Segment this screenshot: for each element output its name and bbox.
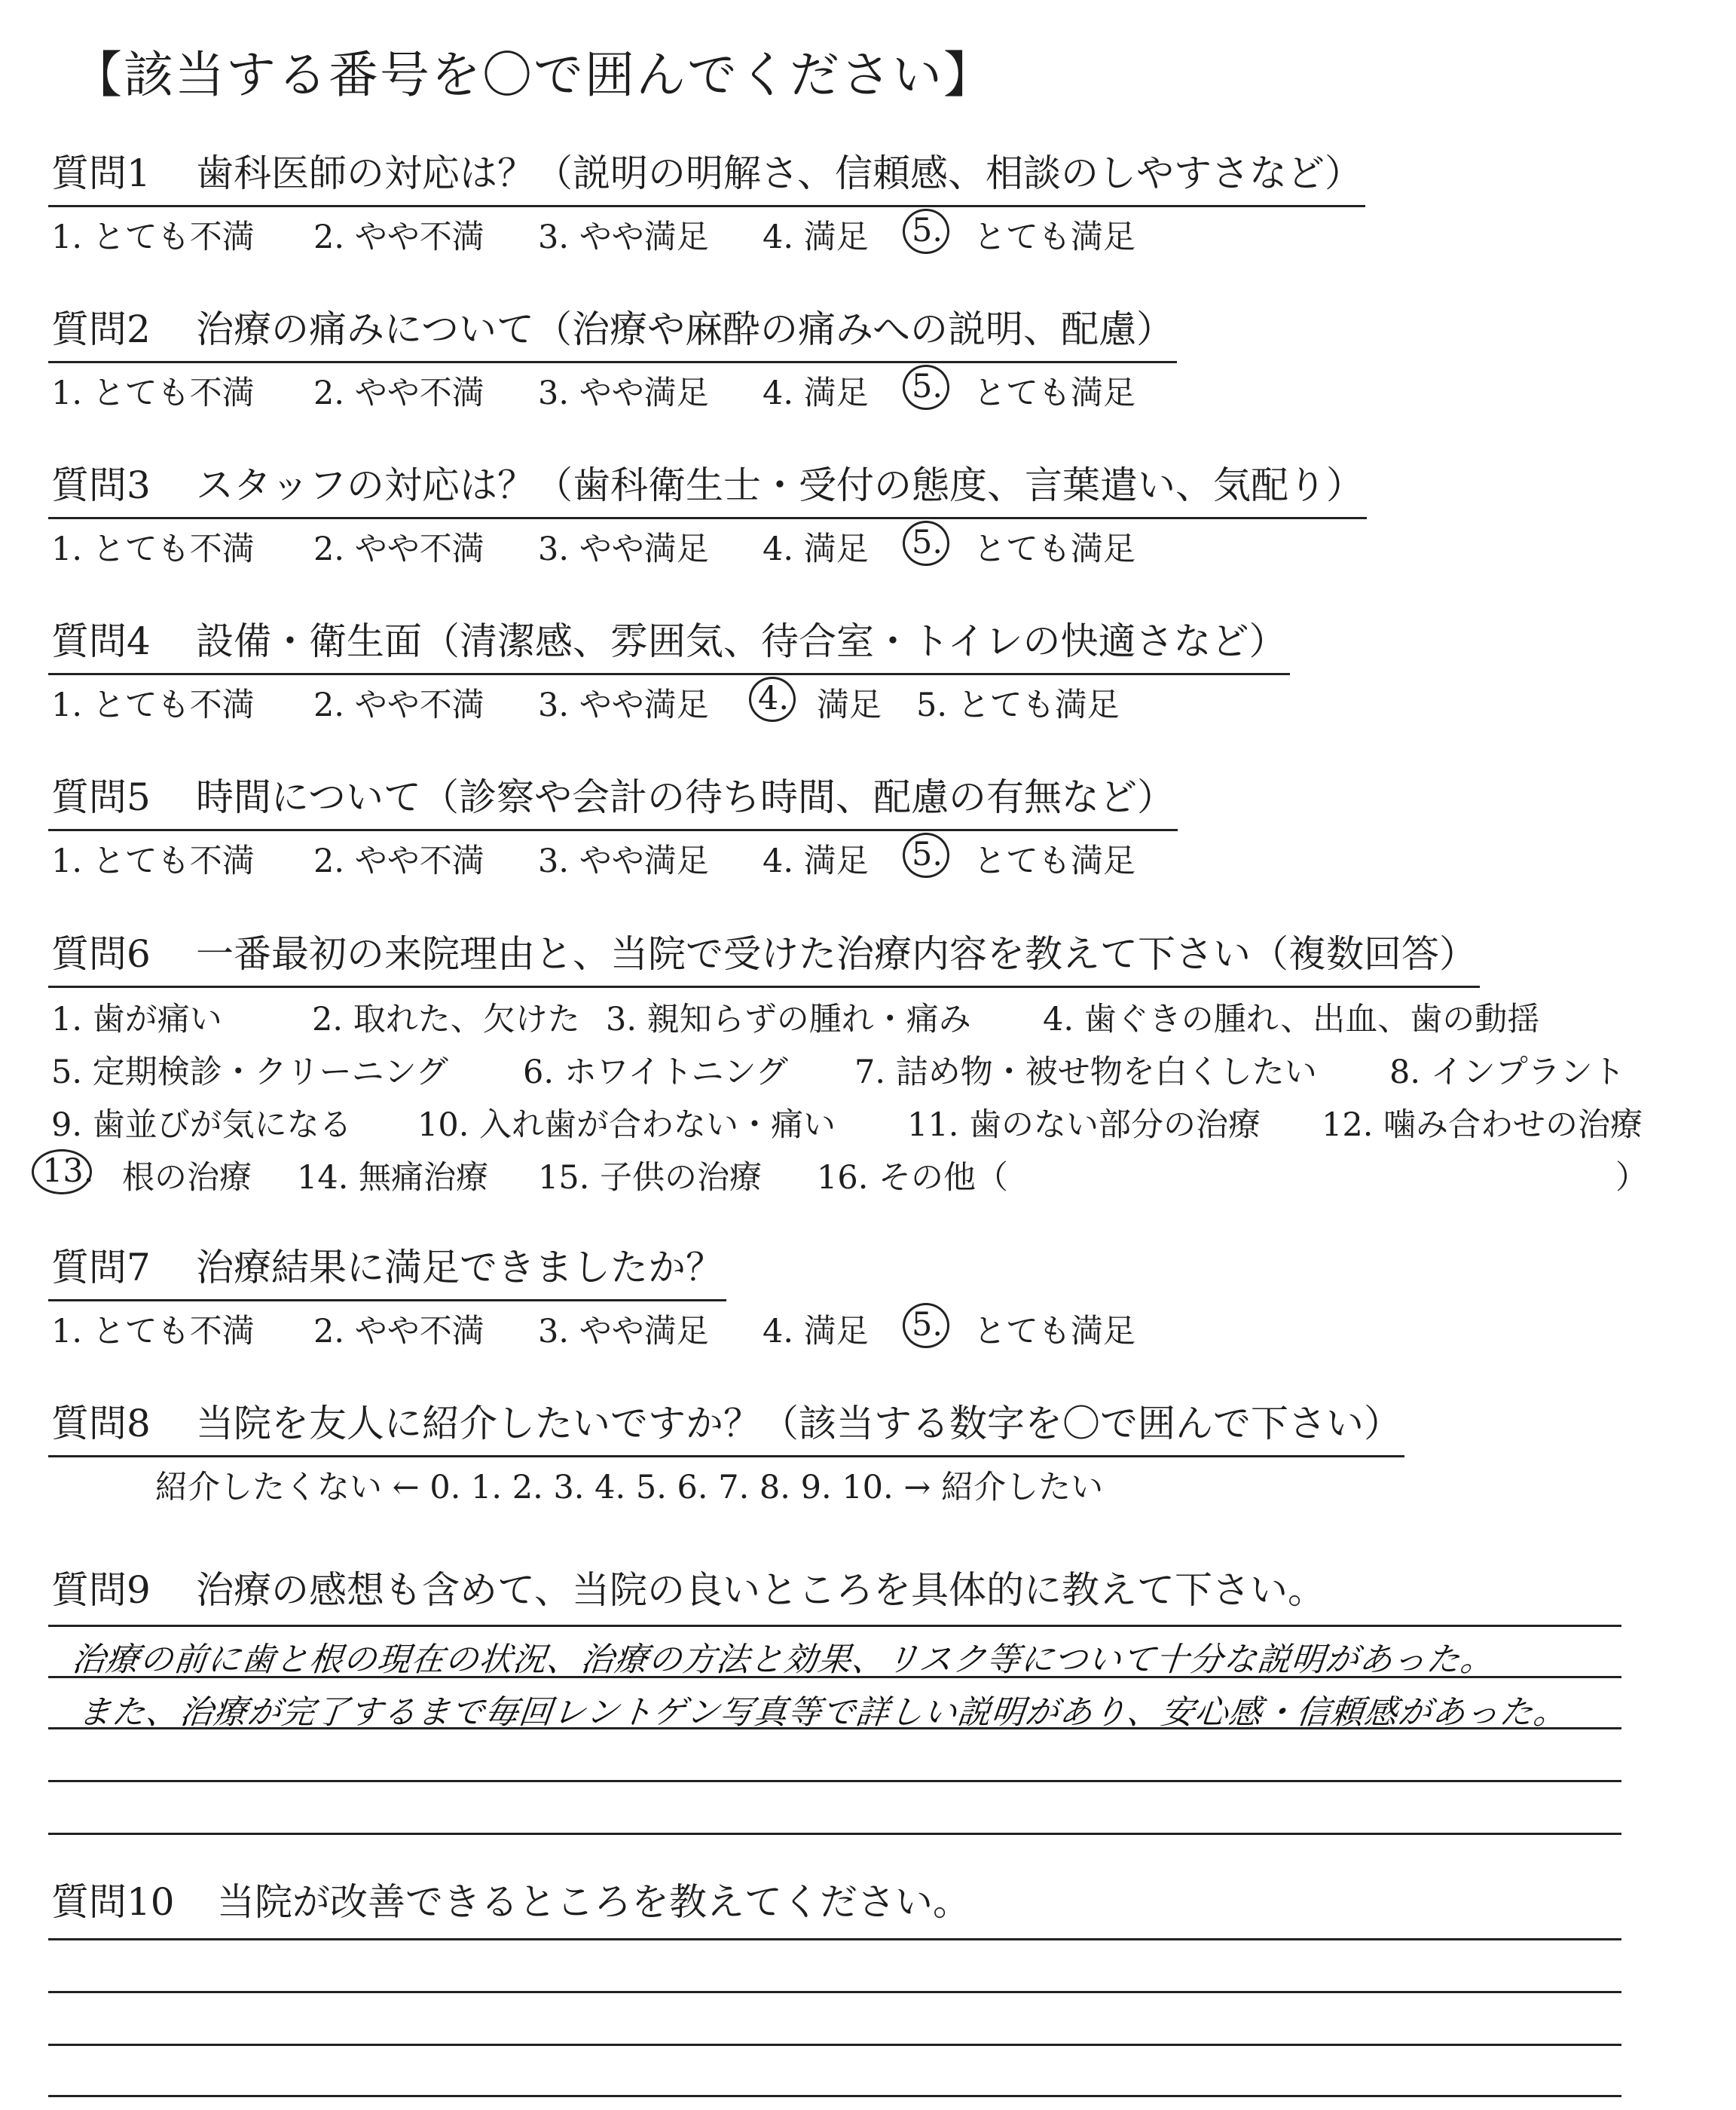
question-2 bbox=[48, 299, 1177, 413]
question-6 bbox=[42, 924, 1648, 1205]
option-2[interactable]: 2. やや不満 bbox=[313, 219, 484, 256]
choice-13-number[interactable]: 13. bbox=[42, 1152, 94, 1190]
option-5-label[interactable]: とても満足 bbox=[973, 1313, 1135, 1350]
choice-7[interactable]: 7. 詰め物・被せ物を白くしたい bbox=[854, 1053, 1317, 1091]
question-8-text: 当院を友人に紹介したいですか？（該当する数字を〇で囲んで下さい） bbox=[196, 1402, 1401, 1445]
option-5-label[interactable]: とても満足 bbox=[973, 531, 1135, 568]
question-2-text: 治療の痛みについて（治療や麻酔の痛みへの説明、配慮） bbox=[196, 307, 1174, 351]
choice-16[interactable]: 16. その他（ bbox=[817, 1159, 1009, 1197]
handwritten-answer-line-2[interactable]: また、治療が完了するまで毎回レントゲン写真等で詳しい説明があり、安心感・信頼感があった。 bbox=[75, 1693, 1569, 1732]
option-5[interactable]: 5. とても満足 bbox=[916, 687, 1120, 724]
option-4-number[interactable]: 4. bbox=[758, 680, 790, 717]
choice-10[interactable]: 10. 入れ歯が合わない・痛い bbox=[417, 1106, 836, 1144]
answer-line bbox=[48, 1833, 1621, 1835]
question-5-heading bbox=[48, 767, 1178, 831]
choice-12[interactable]: 12. 噛み合わせの治療 bbox=[1322, 1106, 1643, 1144]
handwritten-answer-line-1[interactable]: 治療の前に歯と根の現在の状況、治療の方法と効果、リスク等について十分な説明があった。 bbox=[69, 1641, 1497, 1679]
question-5-label: 質問5 bbox=[51, 775, 151, 819]
option-1[interactable]: 1. とても不満 bbox=[51, 842, 255, 880]
question-3-text: スタッフの対応は？（歯科衛生士・受付の態度、言葉遣い、気配り） bbox=[196, 463, 1364, 507]
option-1[interactable]: 1. とても不満 bbox=[51, 687, 255, 724]
question-10-text: 当院が改善できるところを教えてください。 bbox=[217, 1880, 970, 1924]
choice-16-close-paren: ） bbox=[1615, 1159, 1648, 1197]
question-4-label: 質問4 bbox=[51, 619, 151, 663]
question-2-label: 質問2 bbox=[51, 307, 151, 351]
choice-3[interactable]: 3. 親知らずの腫れ・痛み bbox=[606, 1001, 971, 1038]
option-4[interactable]: 4. 満足 bbox=[763, 375, 869, 412]
option-5-label[interactable]: とても満足 bbox=[973, 219, 1135, 256]
choice-5[interactable]: 5. 定期検診・クリーニング bbox=[51, 1053, 448, 1091]
question-9 bbox=[48, 1560, 1328, 1622]
option-2[interactable]: 2. やや不満 bbox=[313, 1313, 484, 1350]
option-3[interactable]: 3. やや満足 bbox=[538, 375, 709, 412]
choice-row-2 bbox=[48, 1047, 1625, 1099]
option-2[interactable]: 2. やや不満 bbox=[313, 687, 484, 724]
choice-8[interactable]: 8. インプラント bbox=[1389, 1053, 1625, 1091]
choice-2[interactable]: 2. 取れた、欠けた bbox=[312, 1001, 580, 1038]
option-5-label[interactable]: とても満足 bbox=[973, 375, 1135, 412]
option-1[interactable]: 1. とても不満 bbox=[51, 219, 255, 256]
option-4[interactable]: 4. 満足 bbox=[763, 531, 869, 568]
choice-14[interactable]: 14. 無痛治療 bbox=[297, 1159, 489, 1197]
answer-line bbox=[48, 1991, 1621, 1993]
question-2-heading bbox=[48, 299, 1177, 363]
answer-line bbox=[48, 2095, 1621, 2097]
option-5-label[interactable]: とても満足 bbox=[973, 842, 1135, 880]
choice-1[interactable]: 1. 歯が痛い bbox=[51, 1001, 222, 1038]
question-1 bbox=[48, 143, 1365, 257]
question-4-text: 設備・衛生面（清潔感、雰囲気、待合室・トイレの快適さなど） bbox=[196, 619, 1287, 663]
question-5-text: 時間について（診察や会計の待ち時間、配慮の有無など） bbox=[196, 775, 1175, 819]
choice-4[interactable]: 4. 歯ぐきの腫れ、出血、歯の動揺 bbox=[1043, 1001, 1540, 1038]
choice-6[interactable]: 6. ホワイトニング bbox=[523, 1053, 788, 1091]
choice-15[interactable]: 15. 子供の治療 bbox=[538, 1159, 763, 1197]
question-4-heading bbox=[48, 611, 1290, 675]
question-9-label: 質問9 bbox=[51, 1568, 151, 1612]
option-4[interactable]: 4. 満足 bbox=[763, 219, 869, 256]
question-7-heading bbox=[48, 1237, 726, 1301]
option-5-number[interactable]: 5. bbox=[912, 1306, 943, 1344]
choice-row-3 bbox=[48, 1099, 1643, 1152]
answer-line bbox=[48, 2044, 1621, 2046]
option-3[interactable]: 3. やや満足 bbox=[538, 687, 709, 724]
option-1[interactable]: 1. とても不満 bbox=[51, 531, 255, 568]
question-10-heading bbox=[48, 1872, 973, 1934]
option-1[interactable]: 1. とても不満 bbox=[51, 1313, 255, 1350]
choice-13-label[interactable]: 根の治療 bbox=[122, 1159, 252, 1197]
question-1-heading bbox=[48, 143, 1365, 207]
question-6-label: 質問6 bbox=[51, 932, 151, 976]
option-5-number[interactable]: 5. bbox=[912, 524, 943, 561]
recommend-scale[interactable]: 紹介したくない ← 0. 1. 2. 3. 4. 5. 6. 7. 8. 9. 10. → 紹介したい bbox=[155, 1469, 1104, 1506]
question-4-options bbox=[48, 680, 1290, 725]
choice-row-1 bbox=[48, 994, 1540, 1047]
option-2[interactable]: 2. やや不満 bbox=[313, 842, 484, 880]
option-4[interactable]: 4. 満足 bbox=[763, 842, 869, 880]
option-3[interactable]: 3. やや満足 bbox=[538, 531, 709, 568]
option-3[interactable]: 3. やや満足 bbox=[538, 842, 709, 880]
question-5-options bbox=[48, 836, 1178, 881]
option-3[interactable]: 3. やや満足 bbox=[538, 219, 709, 256]
option-5-number[interactable]: 5. bbox=[912, 212, 943, 249]
question-7-label: 質問7 bbox=[51, 1246, 151, 1289]
option-4-label[interactable]: 満足 bbox=[817, 687, 882, 724]
option-1[interactable]: 1. とても不満 bbox=[51, 375, 255, 412]
question-3-label: 質問3 bbox=[51, 463, 151, 507]
question-3-heading bbox=[48, 455, 1367, 519]
question-4 bbox=[48, 611, 1290, 725]
question-7-options bbox=[48, 1306, 1135, 1351]
question-10-label: 質問10 bbox=[51, 1880, 175, 1924]
question-3 bbox=[48, 455, 1367, 569]
choice-9[interactable]: 9. 歯並びが気になる bbox=[51, 1106, 352, 1144]
answer-line bbox=[48, 1625, 1621, 1627]
question-8-heading bbox=[48, 1393, 1404, 1457]
question-3-options bbox=[48, 524, 1367, 569]
question-5 bbox=[48, 767, 1178, 881]
question-7 bbox=[48, 1237, 1135, 1351]
answer-line bbox=[48, 1780, 1621, 1782]
question-10 bbox=[48, 1872, 973, 1934]
option-3[interactable]: 3. やや満足 bbox=[538, 1313, 709, 1350]
question-9-text: 治療の感想も含めて、当院の良いところを具体的に教えて下さい。 bbox=[196, 1568, 1325, 1612]
question-1-text: 歯科医師の対応は？（説明の明解さ、信頼感、相談のしやすさなど） bbox=[196, 151, 1362, 195]
page-title: 【該当する番号を〇で囲んでください】 bbox=[72, 46, 995, 104]
question-6-text: 一番最初の来院理由と、当院で受けた治療内容を教えて下さい（複数回答） bbox=[196, 932, 1477, 976]
option-5-number[interactable]: 5. bbox=[912, 368, 943, 405]
question-9-heading bbox=[48, 1560, 1328, 1622]
question-1-options bbox=[48, 212, 1365, 257]
choice-11[interactable]: 11. 歯のない部分の治療 bbox=[907, 1106, 1261, 1144]
question-1-label: 質問1 bbox=[51, 151, 151, 195]
question-7-text: 治療結果に満足できましたか？ bbox=[196, 1246, 723, 1289]
question-6-heading bbox=[48, 924, 1480, 988]
choice-row-4 bbox=[42, 1152, 1648, 1205]
option-4[interactable]: 4. 満足 bbox=[763, 1313, 869, 1350]
question-8-label: 質問8 bbox=[51, 1402, 151, 1445]
answer-line bbox=[48, 1938, 1621, 1940]
option-5-number[interactable]: 5. bbox=[912, 836, 943, 873]
option-2[interactable]: 2. やや不満 bbox=[313, 531, 484, 568]
option-2[interactable]: 2. やや不満 bbox=[313, 375, 484, 412]
question-2-options bbox=[48, 368, 1177, 413]
question-6-options bbox=[42, 994, 1648, 1205]
question-8 bbox=[48, 1393, 1404, 1457]
